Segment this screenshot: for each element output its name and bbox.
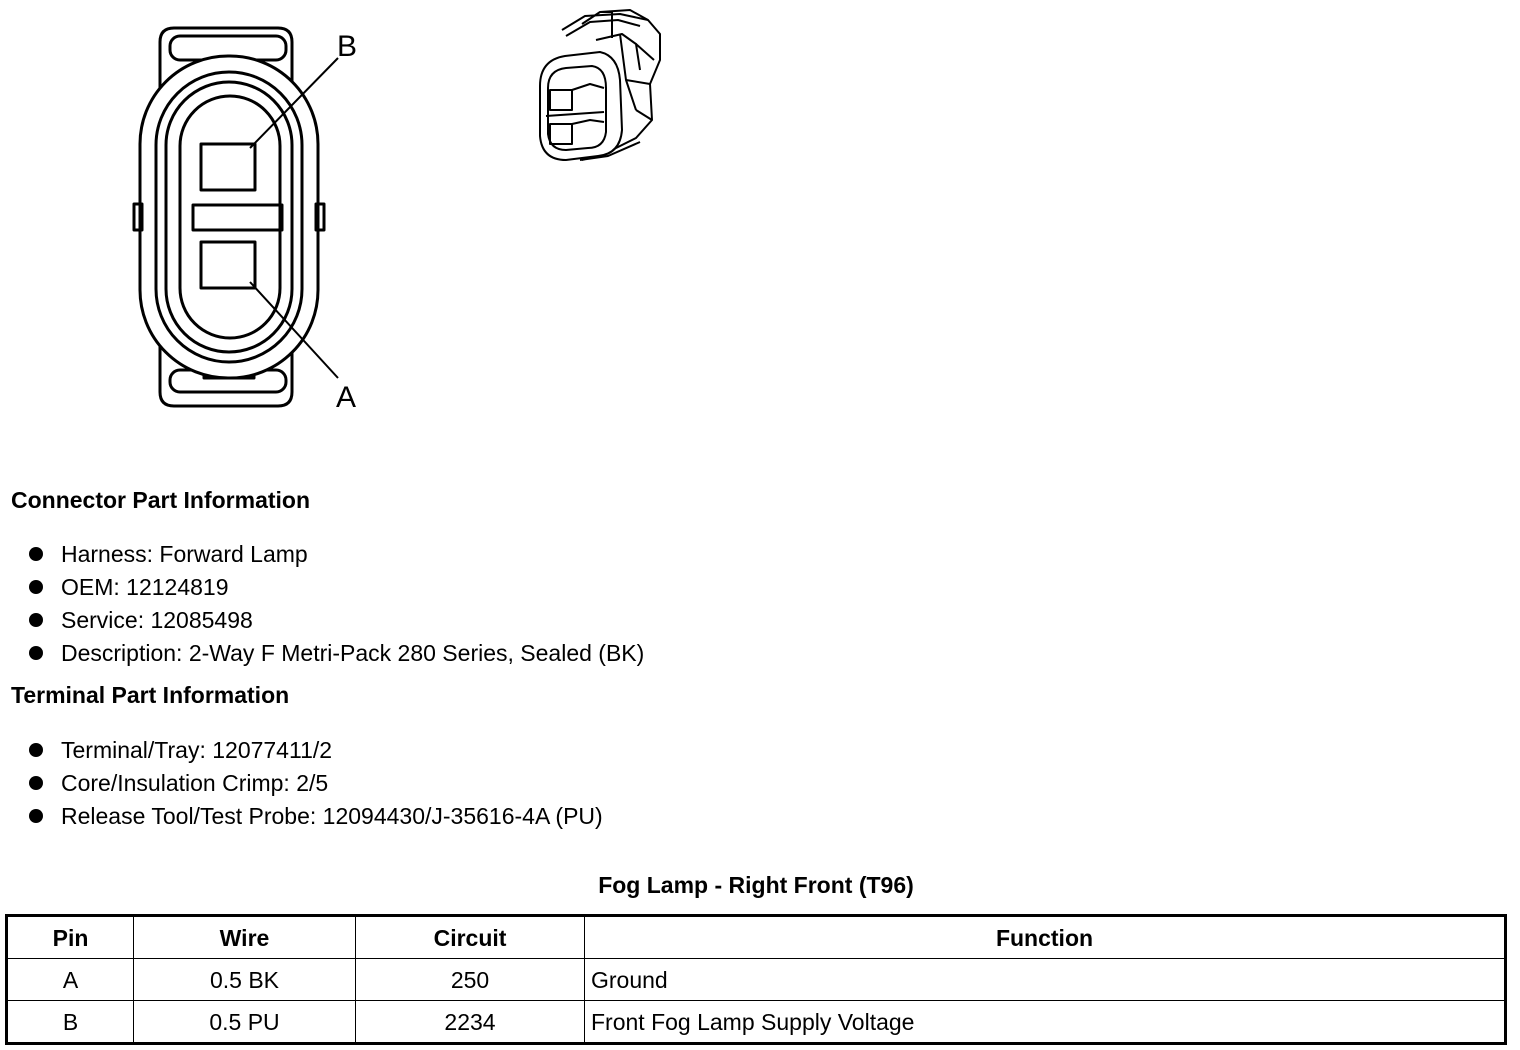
bullet-icon [29, 809, 43, 823]
pin-label-a: A [336, 381, 357, 414]
pin-label-b: B [337, 30, 358, 63]
table-header-row [7, 916, 1506, 959]
pin-cell: B [7, 1001, 134, 1044]
bullet-icon [29, 580, 43, 594]
function-cell: Front Fog Lamp Supply Voltage [585, 1001, 1506, 1044]
circuit-cell: 250 [356, 959, 585, 1001]
table-row [7, 959, 1506, 1001]
bullet-icon [29, 743, 43, 757]
table-row [7, 1001, 1506, 1044]
column-header-wire: Wire [134, 916, 356, 959]
bullet-icon [29, 547, 43, 561]
circuit-cell: 2234 [356, 1001, 585, 1044]
terminal-info-heading: Terminal Part Information [11, 682, 290, 708]
connector-face-view [134, 28, 338, 406]
connector-info-heading: Connector Part Information [11, 487, 311, 513]
column-header-pin: Pin [7, 916, 134, 959]
bullet-icon [29, 776, 43, 790]
function-cell: Ground [585, 959, 1506, 1001]
table-title: Fog Lamp - Right Front (T96) [598, 872, 914, 898]
connector-diagram [0, 0, 700, 420]
wire-cell: 0.5 PU [134, 1001, 356, 1044]
column-header-function: Function [585, 916, 1506, 959]
bullet-icon [29, 646, 43, 660]
pin-table [5, 914, 1507, 1045]
column-header-circuit: Circuit [356, 916, 585, 959]
connector-isometric-view [540, 10, 660, 160]
pin-cell: A [7, 959, 134, 1001]
wire-cell: 0.5 BK [134, 959, 356, 1001]
bullet-icon [29, 613, 43, 627]
